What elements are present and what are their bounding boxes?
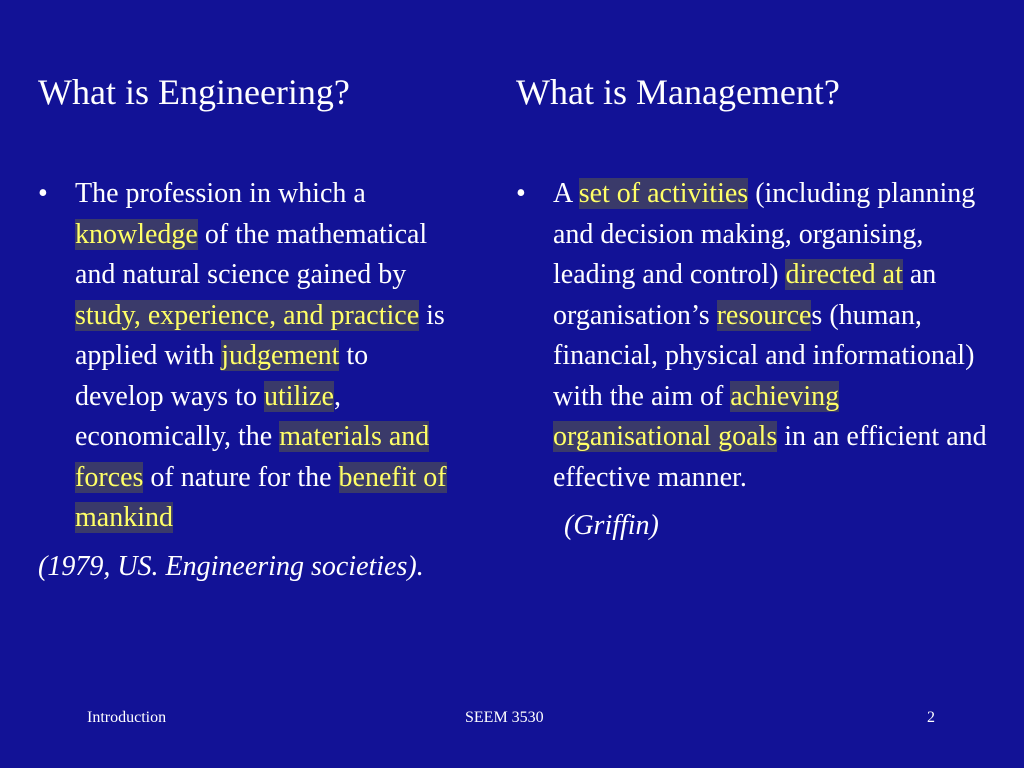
text-segment: (including planning and decision making, organising, leading and control): [553, 178, 976, 290]
text-segment: A: [553, 178, 579, 209]
management-definition: [516, 174, 991, 498]
text-segment: , economically, the: [75, 380, 341, 452]
bullet-icon: •: [38, 178, 48, 209]
bullet-icon: •: [516, 178, 526, 209]
text-segment: an organisation’s: [553, 259, 937, 331]
text-segment: The profession in which a: [75, 178, 366, 209]
engineering-citation: (1979, US. Engineering societies).: [38, 550, 424, 582]
text-segment: is applied with: [75, 299, 445, 371]
text-segment: s (human, financial, physical and informational) with the aim of: [553, 299, 975, 412]
engineering-column: [38, 174, 463, 587]
highlight-directed-at: directed at: [785, 259, 903, 290]
highlight-utilize: utilize: [263, 380, 334, 412]
management-citation: (Griffin): [564, 510, 659, 541]
engineering-title: What is Engineering?: [38, 72, 350, 112]
highlight-set-of-activities: set of activities: [578, 178, 749, 209]
text-segment: to develop ways to: [75, 340, 369, 412]
footer-page-number: 2: [927, 709, 935, 726]
highlight-knowledge: knowledge: [75, 218, 198, 250]
highlight-resource: resource: [716, 299, 812, 331]
text-segment: in an efficient and effective manner.: [553, 421, 987, 493]
management-title: What is Management?: [516, 72, 840, 112]
footer-course-code: SEEM 3530: [465, 709, 544, 726]
highlight-benefit-of-mankind: benefit of mankind: [75, 461, 447, 533]
highlight-achieving-organisational-goals: achieving organisational goals: [553, 380, 840, 452]
engineering-definition: [38, 174, 463, 539]
text-segment: of nature for the: [143, 461, 339, 493]
text-segment: of the mathematical and natural science gained by: [75, 218, 428, 290]
highlight-materials-and-forces: materials and forces: [75, 421, 430, 493]
management-column: [516, 174, 991, 547]
highlight-study-experience-practice: study, experience, and practice: [75, 299, 420, 331]
highlight-judgement: judgement: [221, 340, 340, 371]
footer-section-label: Introduction: [87, 709, 167, 726]
